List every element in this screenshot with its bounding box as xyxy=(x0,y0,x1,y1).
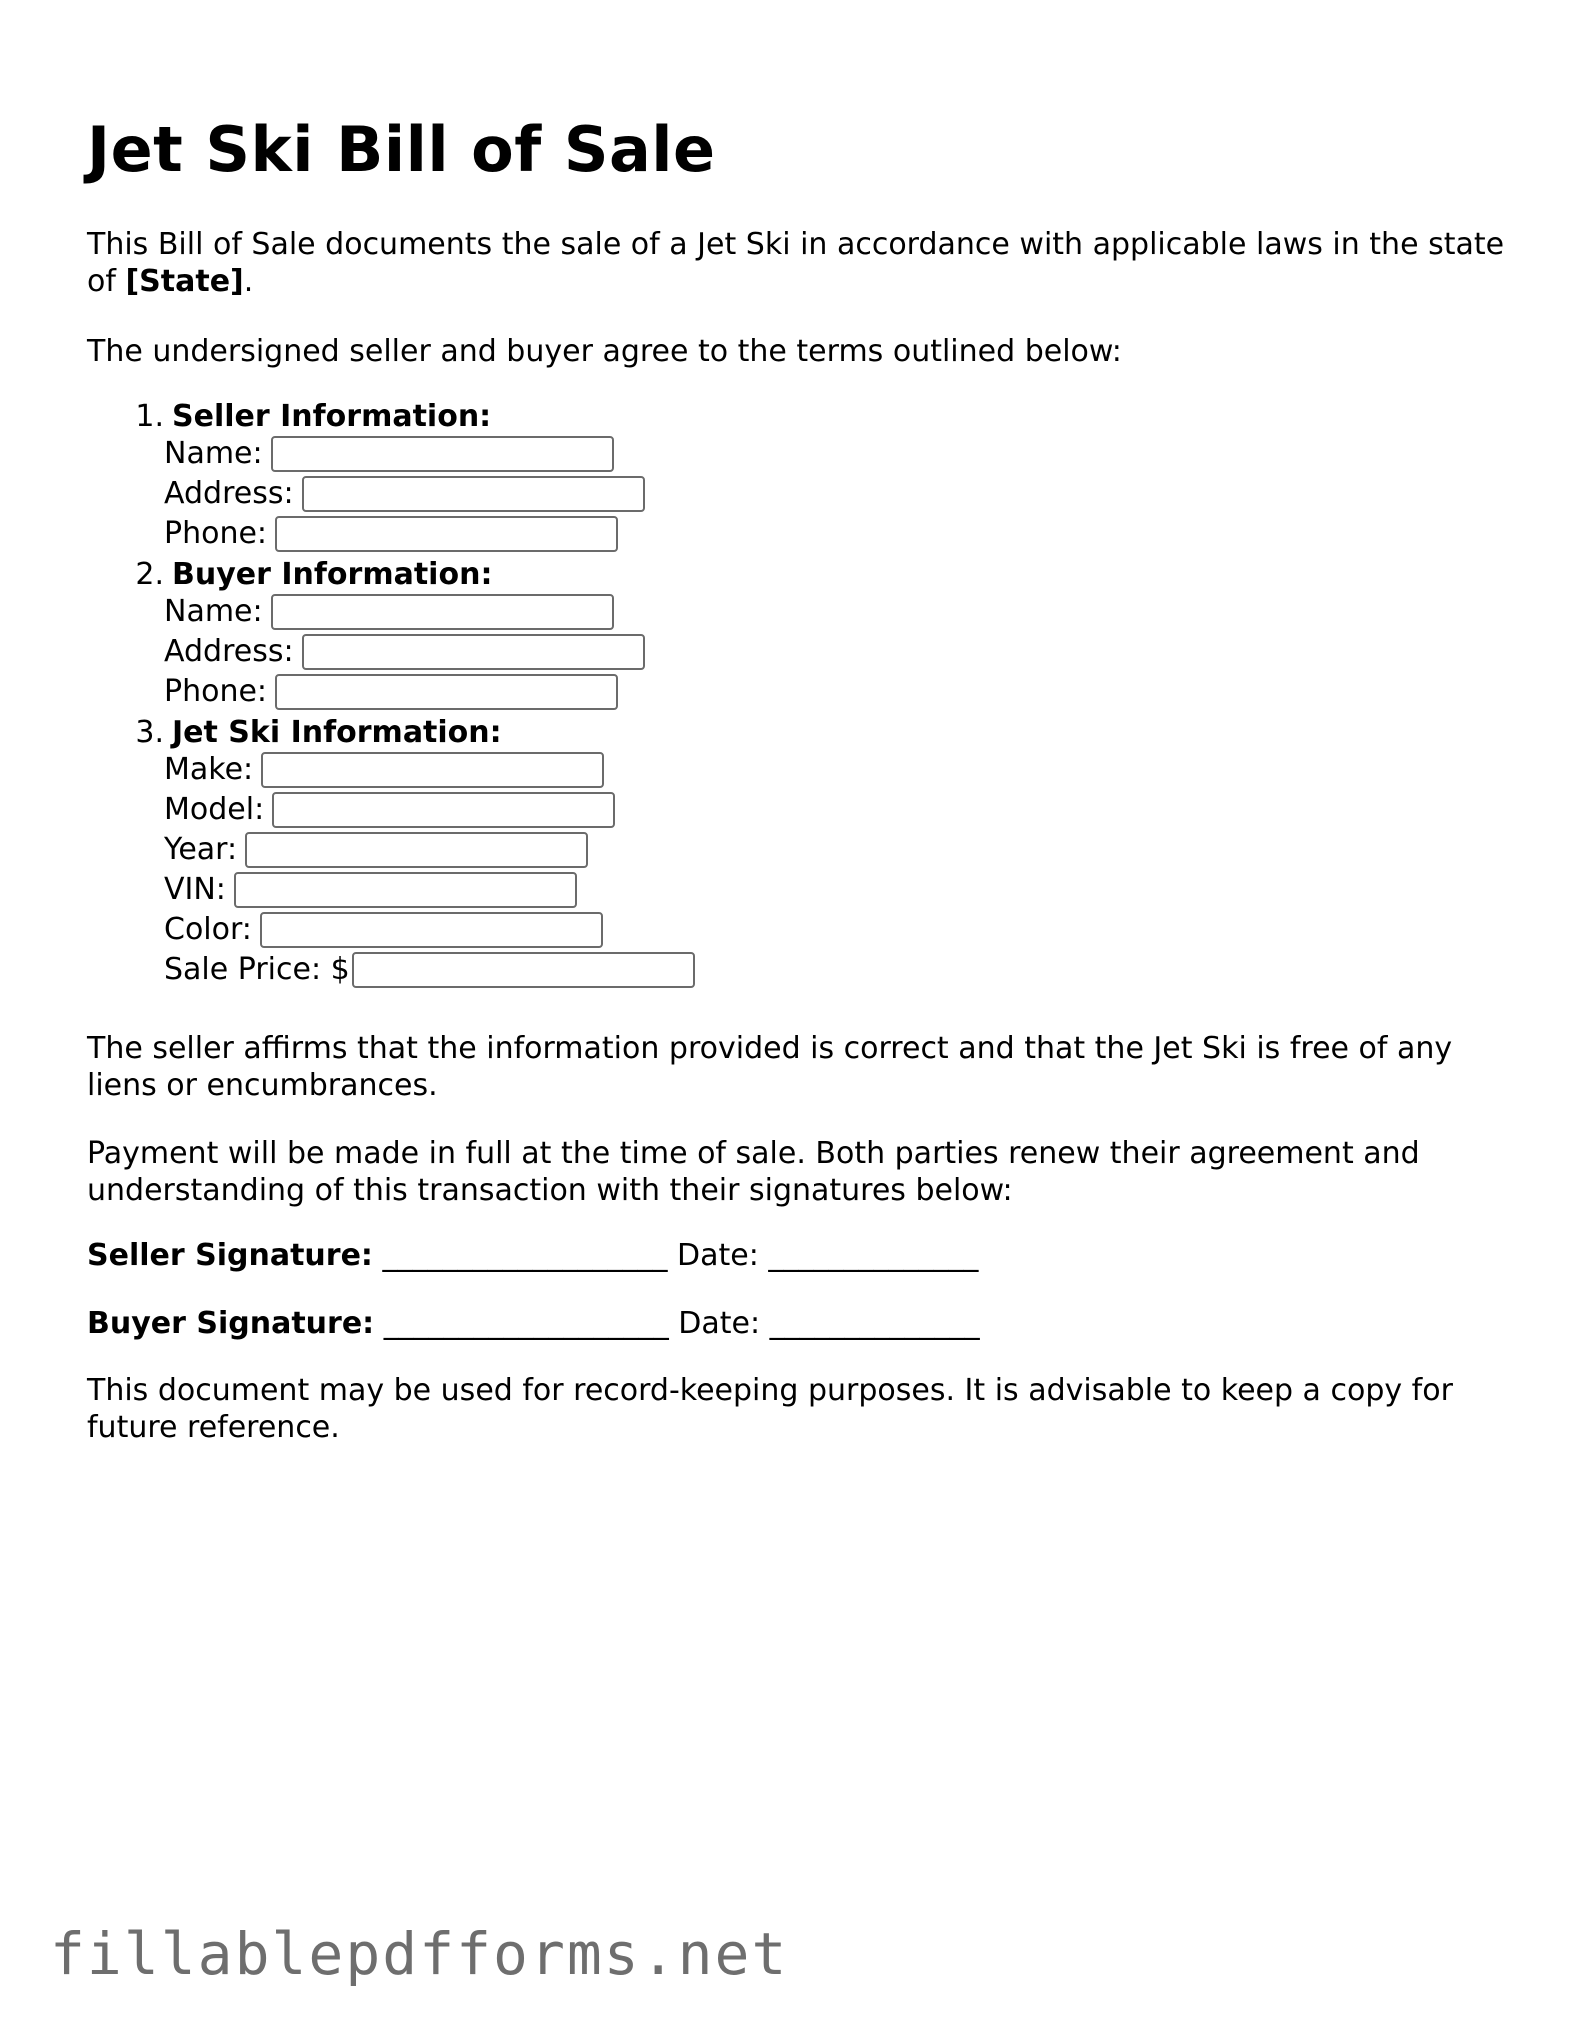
jetski-color-field[interactable] xyxy=(260,912,603,948)
jetski-section-number: 3. xyxy=(135,715,164,750)
seller-section-number: 1. xyxy=(135,399,164,434)
buyer-name-field[interactable] xyxy=(271,594,614,630)
buyer-name-row xyxy=(164,593,614,630)
jetski-section-title: Jet Ski Information: xyxy=(172,715,502,750)
seller-signature-blank[interactable]: ___________________ xyxy=(382,1238,668,1273)
buyer-date-blank[interactable]: ______________ xyxy=(769,1306,980,1341)
buyer-address-row xyxy=(164,633,645,670)
jetski-model-field[interactable] xyxy=(272,792,615,828)
buyer-address-label: Address: xyxy=(164,634,294,669)
seller-phone-row xyxy=(164,515,618,552)
jetski-vin-row xyxy=(164,871,577,908)
jetski-vin-field[interactable] xyxy=(234,872,577,908)
jetski-make-field[interactable] xyxy=(261,752,604,788)
jetski-make-row xyxy=(164,751,604,788)
state-placeholder: [State] xyxy=(125,264,244,299)
buyer-date-label: Date: xyxy=(678,1306,761,1341)
seller-address-label: Address: xyxy=(164,476,294,511)
seller-name-label: Name: xyxy=(164,436,263,471)
seller-phone-field[interactable] xyxy=(275,516,618,552)
jetski-year-label: Year: xyxy=(164,832,238,867)
seller-signature-line xyxy=(87,1237,1507,1274)
seller-address-field[interactable] xyxy=(302,476,645,512)
seller-name-field[interactable] xyxy=(271,436,614,472)
jetski-color-row xyxy=(164,911,603,948)
buyer-address-field[interactable] xyxy=(302,634,645,670)
buyer-name-label: Name: xyxy=(164,594,263,629)
seller-signature-label: Seller Signature: xyxy=(87,1238,373,1273)
buyer-signature-label: Buyer Signature: xyxy=(87,1306,375,1341)
buyer-signature-line xyxy=(87,1305,1507,1342)
seller-address-row xyxy=(164,475,645,512)
buyer-section-number: 2. xyxy=(135,557,164,592)
jetski-price-row xyxy=(164,951,695,988)
seller-name-row xyxy=(164,435,614,472)
watermark: fillablepdfforms.net xyxy=(50,1920,789,1988)
jetski-model-row xyxy=(164,791,615,828)
jetski-model-label: Model: xyxy=(164,792,265,827)
payment-paragraph: Payment will be made in full at the time of sale. Both parties renew their agreement and understanding of this transaction with their signatures below: xyxy=(87,1136,1420,1208)
intro-paragraph xyxy=(87,226,1507,300)
seller-section-heading xyxy=(122,398,491,435)
buyer-section-heading xyxy=(122,556,492,593)
jetski-year-row xyxy=(164,831,588,868)
jetski-color-label: Color: xyxy=(164,912,252,947)
document-title: Jet Ski Bill of Sale xyxy=(87,113,716,186)
buyer-phone-row xyxy=(164,673,618,710)
jetski-vin-label: VIN: xyxy=(164,872,226,907)
jetski-make-label: Make: xyxy=(164,752,254,787)
seller-date-blank[interactable]: ______________ xyxy=(768,1238,979,1273)
buyer-phone-label: Phone: xyxy=(164,674,268,709)
intro-text: This Bill of Sale documents the sale of a Jet Ski in accordance with applicable laws in the state of xyxy=(87,227,1505,299)
jetski-year-field[interactable] xyxy=(245,832,588,868)
jetski-price-label: Sale Price: $ xyxy=(164,952,350,987)
affirm-paragraph: The seller affirms that the information provided is correct and that the Jet Ski is free of any liens or encumbrances. xyxy=(87,1031,1453,1103)
intro-period: . xyxy=(243,264,254,299)
seller-phone-label: Phone: xyxy=(164,516,268,551)
buyer-phone-field[interactable] xyxy=(275,674,618,710)
seller-section-title: Seller Information: xyxy=(172,399,492,434)
jetski-section-heading xyxy=(122,714,502,751)
agree-paragraph: The undersigned seller and buyer agree to the terms outlined below: xyxy=(87,334,1122,369)
buyer-signature-blank[interactable]: ___________________ xyxy=(383,1306,669,1341)
record-paragraph: This document may be used for record-keeping purposes. It is advisable to keep a copy for future reference. xyxy=(87,1373,1453,1445)
seller-date-label: Date: xyxy=(677,1238,759,1273)
jetski-price-field[interactable] xyxy=(352,952,695,988)
buyer-section-title: Buyer Information: xyxy=(172,557,493,592)
